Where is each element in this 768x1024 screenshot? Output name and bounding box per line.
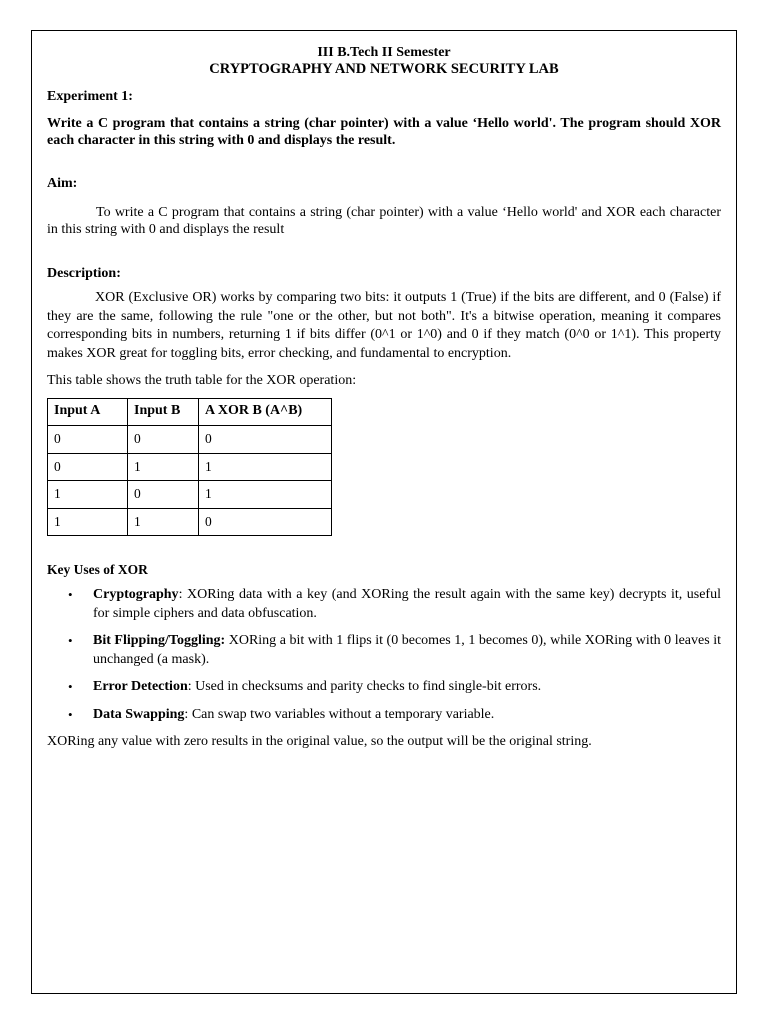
- use-term: Data Swapping: [93, 706, 185, 722]
- table-row: [48, 481, 332, 509]
- use-term: Bit Flipping/Toggling:: [93, 633, 226, 648]
- description-label: Description:: [47, 266, 121, 281]
- use-separator: :: [178, 587, 187, 602]
- use-separator: :: [184, 706, 192, 722]
- xor-truth-table: [47, 398, 332, 537]
- table-row: [48, 508, 332, 536]
- table-row: [48, 453, 332, 481]
- key-uses-heading: Key Uses of XOR: [47, 562, 148, 577]
- table-cell: 0: [199, 508, 332, 536]
- table-cell: 0: [128, 481, 199, 509]
- list-item: [47, 632, 721, 669]
- key-uses-list: [47, 586, 721, 724]
- list-item: [47, 586, 721, 623]
- bullet-icon: •: [68, 633, 73, 648]
- document-content: [47, 44, 721, 752]
- table-header-cell: Input A: [48, 398, 128, 426]
- table-intro: This table shows the truth table for the XOR operation:: [47, 373, 357, 388]
- use-term: Error Detection: [93, 679, 188, 694]
- conclusion-text: XORing any value with zero results in the original value, so the output will be the original string.: [47, 734, 592, 749]
- use-text: XORing data with a key (and XORing the result again with the same key) decrypts it, useful for simple ciphers and data obfuscation.: [93, 587, 721, 621]
- table-cell: 0: [128, 426, 199, 454]
- table-cell: 0: [48, 453, 128, 481]
- use-separator: :: [187, 679, 196, 694]
- list-item: [47, 678, 721, 697]
- table-header-row: [48, 398, 332, 426]
- use-text: XORing a bit with 1 flips it (0 becomes 1, 1 becomes 0), while XORing with 0 leaves it unchanged (a mask).: [93, 633, 722, 667]
- bullet-icon: •: [68, 706, 73, 722]
- use-term: Cryptography: [93, 587, 179, 602]
- experiment-statement: Write a C program that contains a string (char pointer) with a value ‘Hello world'. The program should XOR each character in this string with 0 and displays the result.: [47, 116, 721, 148]
- table-cell: 1: [48, 481, 128, 509]
- use-text: Used in checksums and parity checks to find single-bit errors.: [195, 679, 542, 694]
- bullet-icon: •: [68, 679, 73, 694]
- table-cell: 0: [48, 426, 128, 454]
- table-cell: 0: [199, 426, 332, 454]
- table-header-cell: A XOR B (A^B): [199, 398, 332, 426]
- table-cell: 1: [128, 508, 199, 536]
- use-text: Can swap two variables without a temporary variable.: [191, 706, 495, 722]
- aim-text: To write a C program that contains a string (char pointer) with a value ‘Hello world' and XOR each character in this string with 0 and displays the result: [47, 205, 721, 237]
- table-cell: 1: [199, 453, 332, 481]
- table-cell: 1: [48, 508, 128, 536]
- table-cell: 1: [128, 453, 199, 481]
- table-row: [48, 426, 332, 454]
- bullet-icon: •: [68, 587, 73, 602]
- list-item: [47, 706, 721, 725]
- experiment-label: Experiment 1:: [47, 89, 133, 104]
- table-header-cell: Input B: [128, 398, 199, 426]
- table-cell: 1: [199, 481, 332, 509]
- description-text: XOR (Exclusive OR) works by comparing two bits: it outputs 1 (True) if the bits are different, and 0 (False) if they are the same, following the rule "one or the other, but not both". It's a bitwise operation, meaning it compares corresponding bits in numbers, returning 1 if bits differ (0^1 or 1^0) and 0 if they match (0^0 or 1^1). This property makes XOR great for toggling bits, error checking, and fundamental to encryption.: [47, 290, 721, 361]
- semester-line: III B.Tech II Semester: [317, 45, 451, 60]
- aim-label: Aim:: [47, 176, 78, 191]
- lab-title: CRYPTOGRAPHY AND NETWORK SECURITY LAB: [209, 61, 559, 77]
